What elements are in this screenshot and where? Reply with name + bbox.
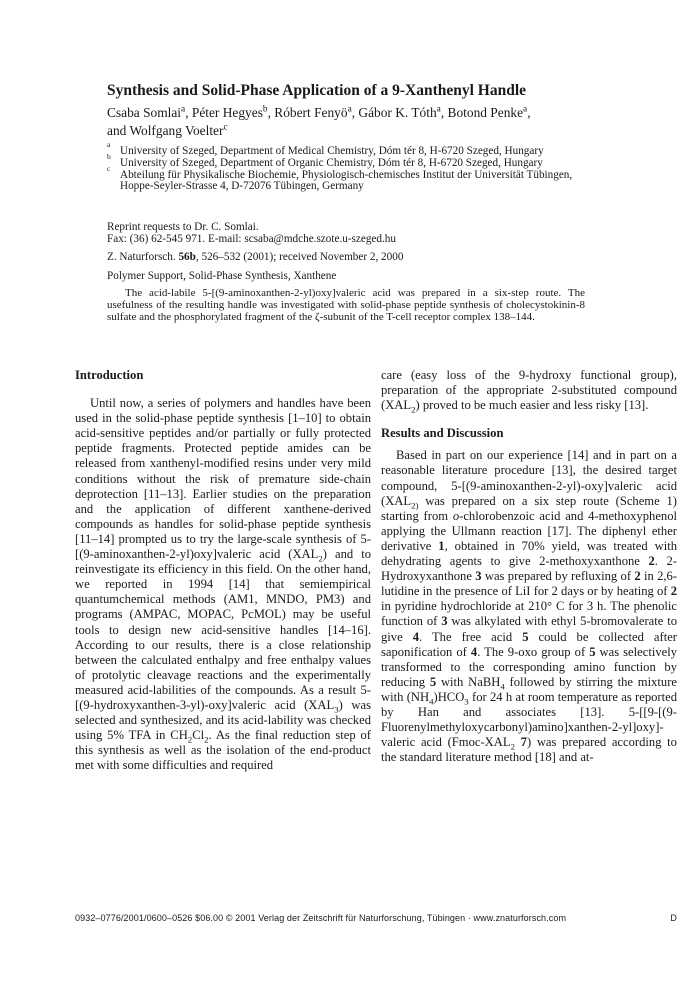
authors-line: Csaba Somlai$^a$, Péter Hegyes$^b$, Róbert Fenyö$^a$, Gábor K. Tóth$^a$, Botond Penke$^a$,: [107, 104, 531, 120]
keywords: Polymer Support, Solid-Phase Synthesis, Xanthene: [107, 270, 337, 282]
introduction-paragraph: Until now, a series of polymers and handles have been used in the solid-phase peptide synthesis [1–10] to obtain acid-sensitive peptides and/or partially or fully protected peptide fragments. Protected peptide amides can be released from xanthenyl-modified resins under very mild conditions without the risk of premature side-chain deprotection [11–13]. Earlier studies on the preparation and the application of different xanthene-derived compounds as handles for solid-phase peptide synthesis [11–14] prompted us to try the large-scale synthesis of 5-[(9-aminoxanthen-2-yl)oxy]valeric acid $(XAL_2)$ and to reinvestigate its efficiency in this field. On the other hand, we reported in 1994 [14] that semiempirical quantumchemical methods (AM1, MNDO, PM3) and programs (AMPAC, MOPAC, PcMOL) may be useful tools to design new acid-sensitive handles [14–16]. According to our results, there is a close relationship between the calculated enthalpy and free enthalpy values of protolytic cleavage reactions and the experimentally measured acid-labilities of the compounds. As a result 5-[(9-hydroxyxanthen-3-yl)-oxy]valeric acid $(XAL_3)$ was selected and synthesized, and its acid-lability was checked using 5% TFA in $CH_2Cl_2$. As the final reduction step of this synthesis as well as the isolation of the end-product met with some difficulties and required: [75, 396, 371, 773]
abstract: The acid-labile 5-[(9-aminoxanthen-2-yl)oxy]valeric acid was prepared in a six-step route. The usefulness of the resulting handle was investigated with solid-phase peptide synthesis of cholecystokinin-8 sulfate and the phosphorylated fragment of the ζ-subunit of the T-cell receptor complex 138–144.: [107, 287, 585, 323]
affiliation-a: a University of Szeged, Department of Medical Chemistry, Dóm tér 8, H-6720 Szeged, Hungary: [107, 140, 544, 157]
section-heading-results: Results and Discussion: [381, 426, 504, 441]
affiliation-c: c Abteilung für Physikalische Biochemie, Physiologisch-chemisches Institut der Universität Tübingen, Hoppe-Seyler-Strasse 4, D-72076 Tübingen, Germany: [107, 163, 573, 193]
journal-citation: Z. Naturforsch. 56b, 526–532 (2001); received November 2, 2000: [107, 251, 404, 263]
results-paragraph: Based in part on our experience [14] and in part on a reasonable literature procedure [13], the desired target compound, 5-[(9-aminoxanthen-2-yl)-oxy]valeric acid ($XAL_{2)}$ was prepared on a six step route (Scheme 1) starting from o-chlorobenzoic acid and 4-methoxyphenol applying the Ullmann reaction [17]. The diphenyl ether derivative 1, obtained in 70% yield, was treated with dehydrating agents to give 2-methoxyxanthone 2. 2-Hydroxyxanthone 3 was prepared by refluxing of 2 in 2,6-lutidine in the presence of LiI for 2 days or by heating of 2 in pyridine hydrochloride at 210° C for 3 h. The phenolic function of 3 was alkylated with ethyl 5-bromovalerate to give 4. The free acid 5 could be collected after saponification of 4. The 9-oxo group of 5 was selectively transformed to the corresponding amino function by reducing 5 with NaBH$_4$ followed by stirring the mixture with $(NH_4)HCO_3$ for 24 h at room temperature as reported by Han and associates [13]. 5-[[9-[(9-Fluorenylmethyloxycarbonyl)amino]xanthen-2-yl]oxy]-valeric acid ($Fmoc-XAL_2$ 7) was prepared according to the standard literature method [18] and at-: [381, 448, 678, 765]
affiliation-b: b University of Szeged, Department of Organic Chemistry, Dóm tér 8, H-6720 Szeged, Hungary: [107, 151, 543, 169]
right-column: [381, 368, 677, 765]
paper-title: Synthesis and Solid-Phase Application of a 9-Xanthenyl Handle: [107, 82, 527, 99]
reprint-requests: Reprint requests to Dr. C. Somlai. Fax: (36) 62-545 971. E-mail: scsaba@mdche.szote.u-szeged.hu: [107, 221, 396, 246]
author-list: [107, 104, 607, 140]
affiliations: [107, 140, 587, 193]
left-column: [75, 368, 371, 773]
footer-mark: D: [670, 913, 677, 923]
footer-copyright: 0932–0776/2001/0600–0526 $06.00 © 2001 Verlag der Zeitschrift für Naturforschung, Tübingen · www.znaturforsch.com: [75, 913, 567, 923]
introduction-continued: care (easy loss of the 9-hydroxy functional group), preparation of the appropriate 2-substituted compound $(XAL_2)$ proved to be much easier and less risky [13].: [381, 368, 677, 415]
page-footer: [75, 913, 677, 924]
authors-line: and Wolfgang Voelter$^c$: [107, 122, 228, 138]
section-heading-introduction: Introduction: [75, 368, 144, 382]
